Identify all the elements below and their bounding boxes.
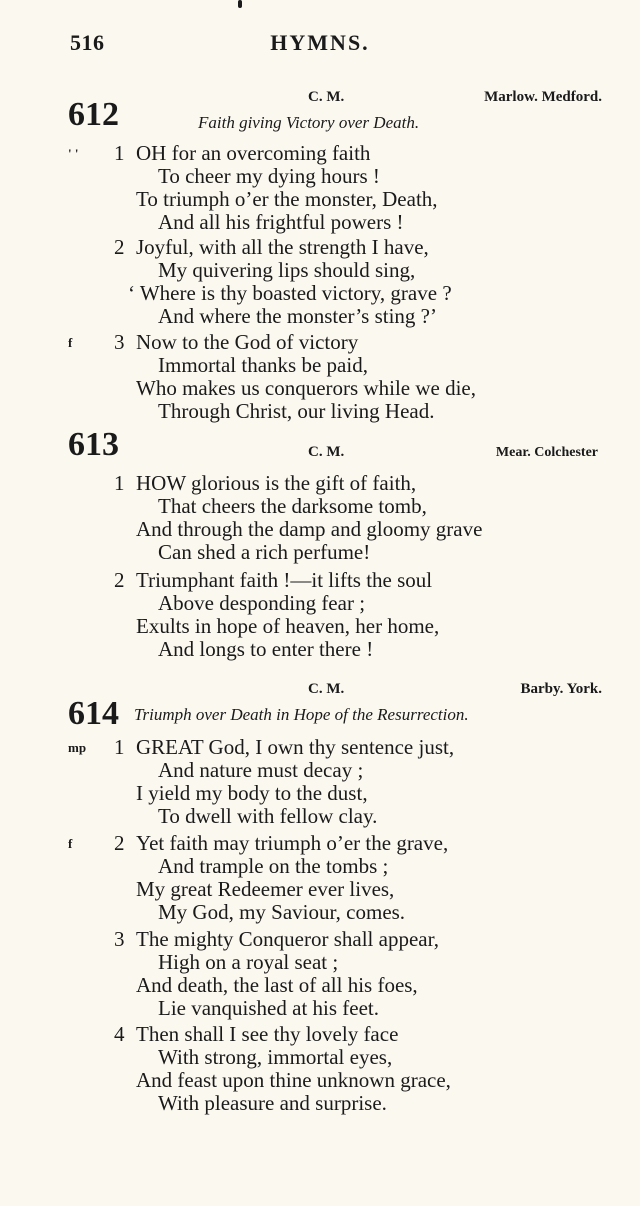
stanza-number: 2 [114,235,125,259]
dynamic-mark: f [68,836,73,851]
verse-line: And trample on the tombs ; [158,854,389,878]
verse-line: Who makes us conquerors while we die, [136,376,476,400]
verse-line: And through the damp and gloomy grave [136,517,483,541]
ink-mark [238,0,242,8]
verse-line: I yield my body to the dust, [136,781,368,805]
hymn-meter: C. M. [308,444,345,460]
hymn-meter: C. M. [308,681,345,697]
verse-line: To dwell with fellow clay. [158,804,378,828]
verse-line: To cheer my dying hours ! [158,164,380,188]
verse-line: HOW glorious is the gift of faith, [136,471,417,495]
verse-line: My God, my Saviour, comes. [158,900,406,924]
dynamic-mark: f [68,335,73,350]
verse-line: Lie vanquished at his feet. [158,996,380,1020]
verse-line: My great Redeemer ever lives, [136,877,395,901]
hymn-meter: C. M. [308,89,345,105]
verse-line: With strong, immortal eyes, [158,1045,393,1069]
hymn-number: 612 [68,96,119,133]
stanza-number: 1 [114,735,125,759]
stanza-number: 4 [114,1022,125,1046]
hymn-number: 614 [68,695,119,732]
verse-line: And nature must decay ; [158,758,364,782]
verse-line: GREAT God, I own thy sentence just, [136,735,455,759]
hymn-tunes: Barby. York. [520,681,602,697]
verse-line: Then shall I see thy lovely face [136,1022,399,1046]
verse-line: And longs to enter there ! [158,637,374,661]
verse-line: High on a royal seat ; [158,950,339,974]
hymn-tunes: Mear. Colchester [495,445,598,460]
page-number: 516 [70,30,105,55]
verse-line: Can shed a rich perfume! [158,540,371,564]
verse-line: Above desponding fear ; [158,591,366,615]
verse-line: And all his frightful powers ! [158,210,404,234]
verse-line: That cheers the darksome tomb, [158,494,427,518]
page-header [0,30,640,60]
dynamic-mark: mp [68,740,87,755]
stanza-number: 1 [114,141,125,165]
dynamic-mark: ' ' [68,146,79,161]
verse-line: Joyful, with all the strength I have, [136,235,429,259]
verse-line: And death, the last of all his foes, [136,973,418,997]
verse-line: Through Christ, our living Head. [158,399,435,423]
hymn-subtitle: Triumph over Death in Hope of the Resurrection. [134,705,469,724]
verse-line: And where the monster’s sting ?’ [158,304,437,328]
verse-line: The mighty Conqueror shall appear, [136,927,439,951]
running-head: HYMNS. [270,30,370,55]
verse-line: OH for an overcoming faith [136,141,371,165]
verse-line: Exults in hope of heaven, her home, [136,614,440,638]
stanza-number: 3 [114,330,125,354]
verse-line: ‘ Where is thy boasted victory, grave ? [128,281,452,305]
verse-line: Yet faith may triumph o’er the grave, [136,831,449,855]
verse-line: Now to the God of victory [136,330,359,354]
stanza-number: 2 [114,831,125,855]
verse-line: My quivering lips should sing, [158,258,416,282]
verse-line: And feast upon thine unknown grace, [136,1068,451,1092]
hymn-number: 613 [68,426,119,463]
verse-line: Triumphant faith !—it lifts the soul [136,568,433,592]
verse-line: To triumph o’er the monster, Death, [136,187,438,211]
stanza-number: 3 [114,927,125,951]
hymn-subtitle: Faith giving Victory over Death. [198,113,420,132]
stanza-number: 2 [114,568,125,592]
hymn-tunes: Marlow. Medford. [484,89,602,105]
verse-line: With pleasure and surprise. [158,1091,387,1115]
verse-line: Immortal thanks be paid, [158,353,368,377]
stanza-number: 1 [114,471,125,495]
